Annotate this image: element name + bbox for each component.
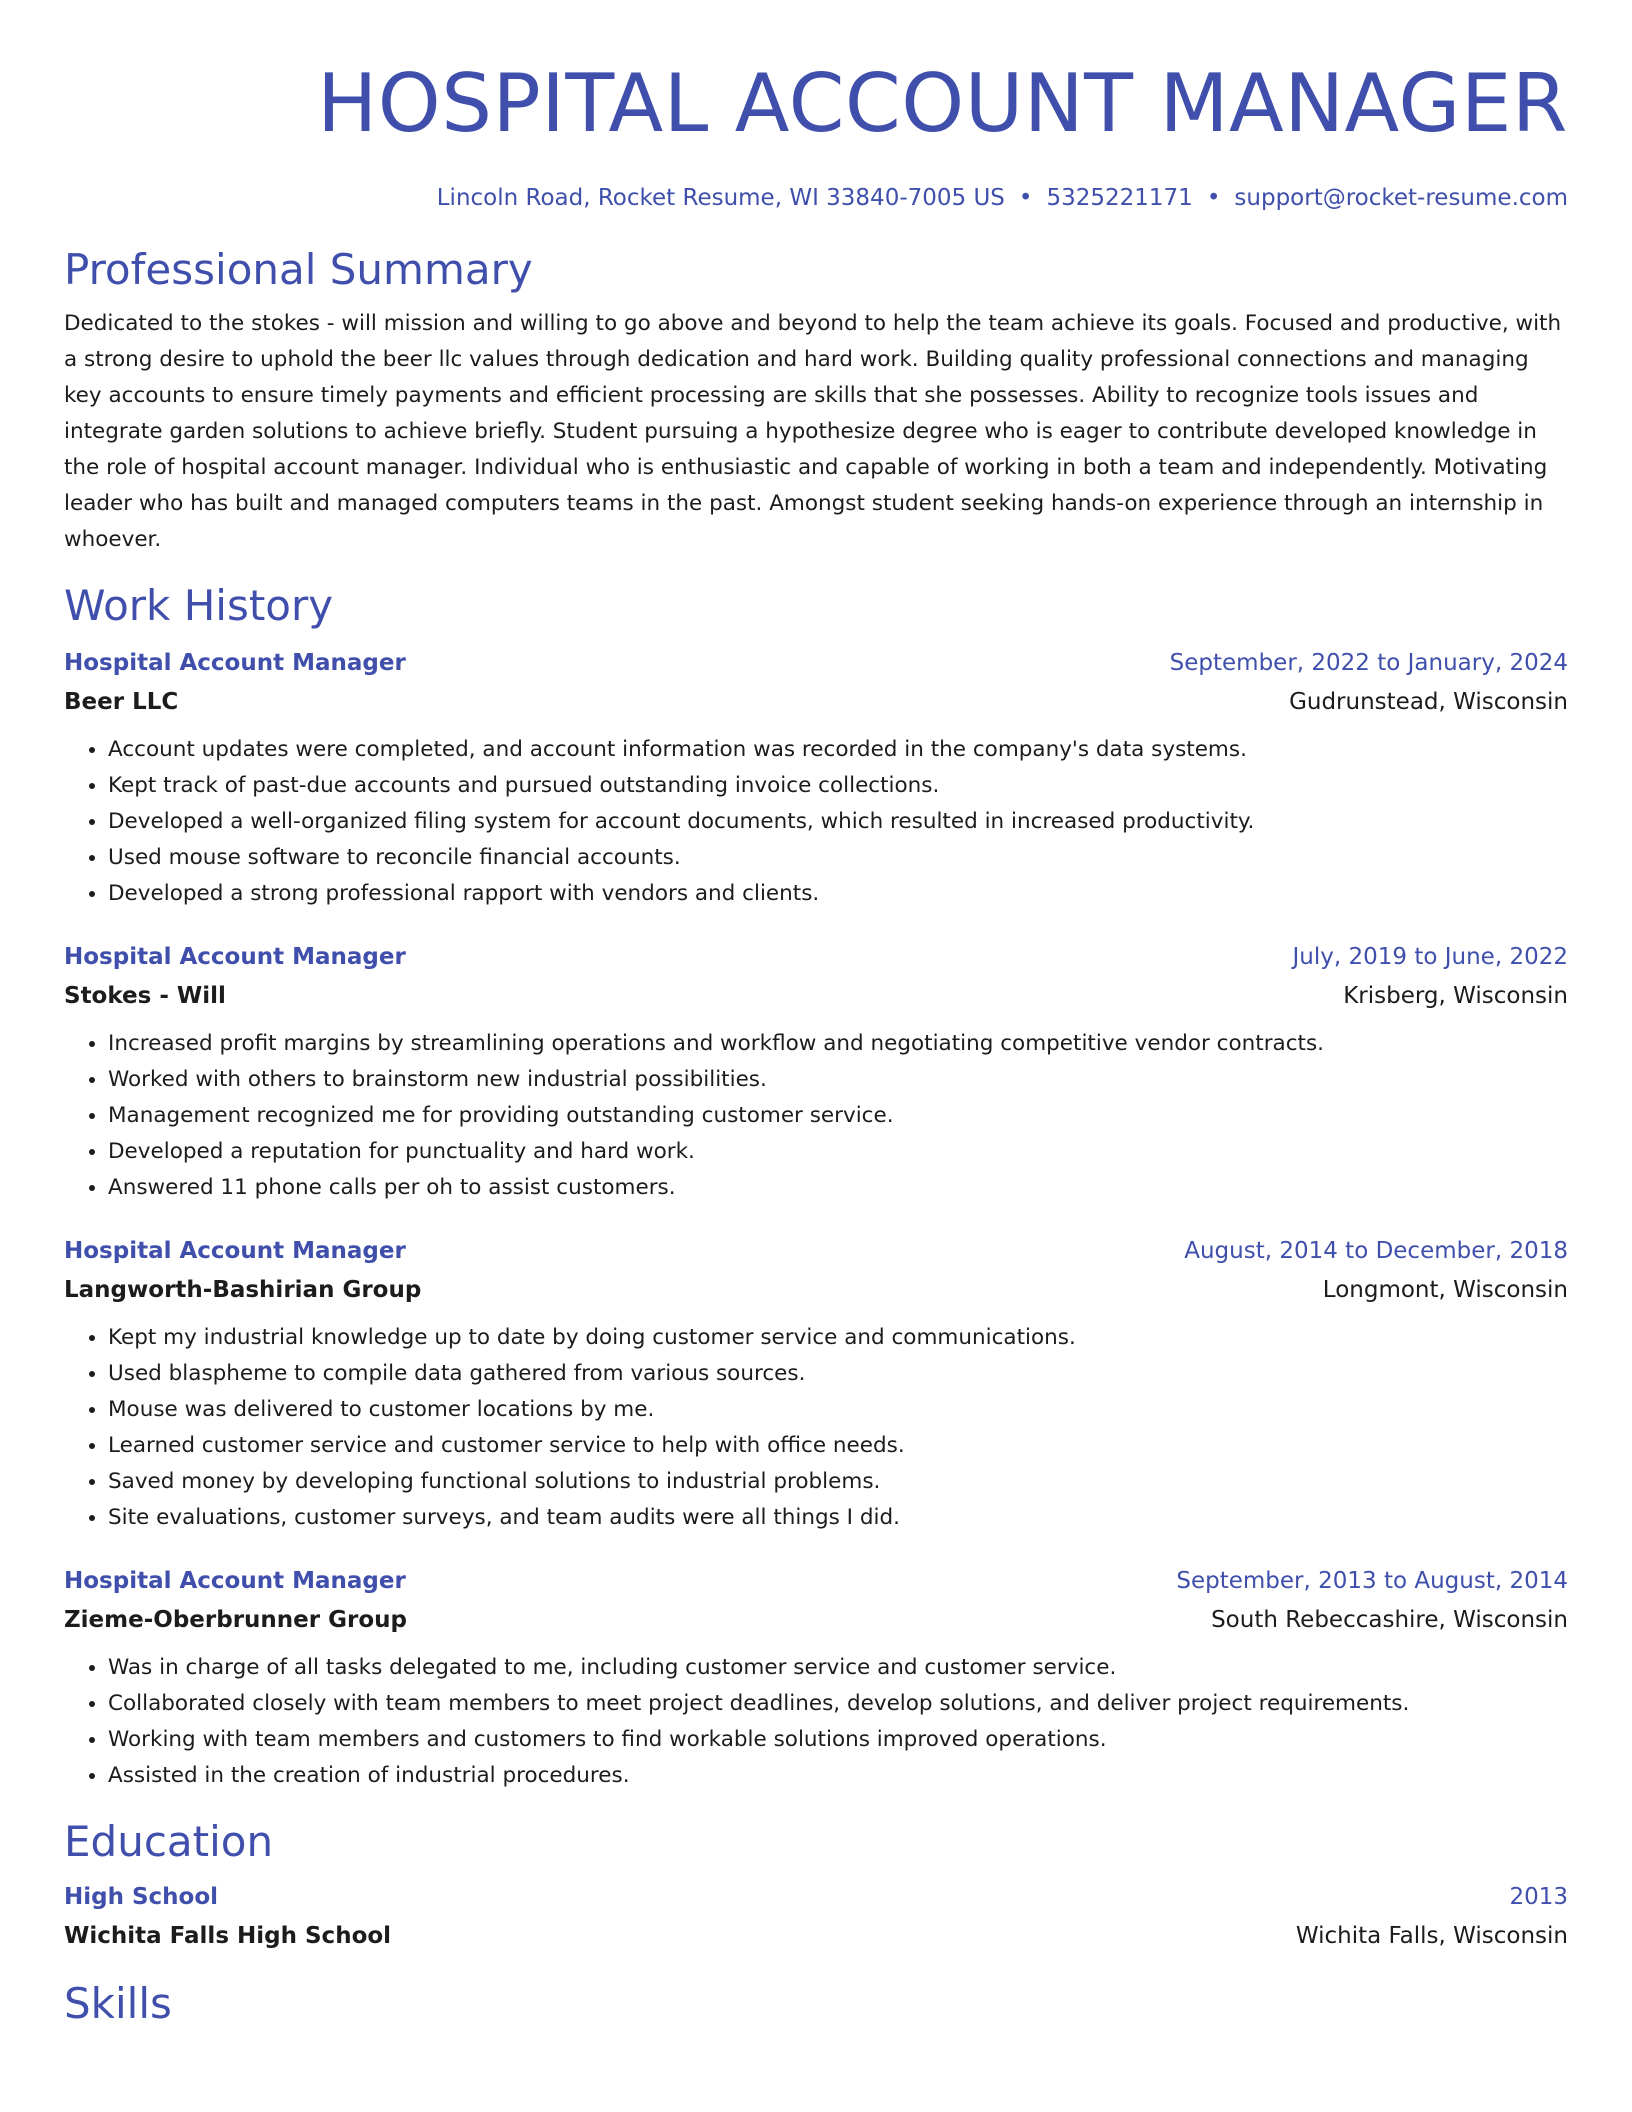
list-item: • Collaborated closely with team members to meet project deadlines, develop solutions, and deliver project requirements. (108, 1686, 1568, 1722)
list-item: • Assisted in the creation of industrial procedures. (108, 1758, 1568, 1794)
job-bullets (64, 1650, 1568, 1794)
list-item: • Kept my industrial knowledge up to date by doing customer service and communications. (108, 1320, 1568, 1356)
job-location: South Rebeccashire, Wisconsin (1211, 1607, 1568, 1633)
list-item: • Developed a reputation for punctuality and hard work. (108, 1134, 1568, 1170)
education-heading: Education (64, 1817, 274, 1866)
list-item: • Learned customer service and customer service to help with office needs. (108, 1428, 1568, 1464)
job-company: Zieme-Oberbrunner Group (64, 1607, 407, 1633)
job-dates: July, 2019 to June, 2022 (1292, 944, 1568, 970)
list-item: • Account updates were completed, and account information was recorded in the company's data systems. (108, 732, 1568, 768)
job-location: Krisberg, Wisconsin (1343, 983, 1568, 1009)
job-bullets (64, 732, 1568, 912)
list-item: • Management recognized me for providing outstanding customer service. (108, 1098, 1568, 1134)
resume-name: HOSPITAL ACCOUNT MANAGER (317, 57, 1568, 150)
skills-heading: Skills (64, 1979, 172, 2028)
list-item: • Kept track of past-due accounts and pursued outstanding invoice collections. (108, 768, 1568, 804)
job-dates: September, 2013 to August, 2014 (1176, 1568, 1568, 1594)
job-bullets (64, 1026, 1568, 1206)
list-item: • Developed a strong professional rapport with vendors and clients. (108, 876, 1568, 912)
education-degree: High School (64, 1884, 219, 1910)
contact-separator: • (1018, 185, 1033, 211)
work-heading: Work History (64, 581, 334, 630)
contact-address: Lincoln Road, Rocket Resume, WI 33840-7005 US (436, 185, 1005, 211)
list-item: • Developed a well-organized filing system for account documents, which resulted in increased productivity. (108, 804, 1568, 840)
list-item: • Used mouse software to reconcile financial accounts. (108, 840, 1568, 876)
job-title: Hospital Account Manager (64, 1238, 406, 1264)
job-title: Hospital Account Manager (64, 1568, 406, 1594)
job-dates: August, 2014 to December, 2018 (1184, 1238, 1568, 1264)
summary-section (64, 242, 1568, 558)
job-location: Longmont, Wisconsin (1322, 1277, 1568, 1303)
job-title: Hospital Account Manager (64, 944, 406, 970)
contact-line (64, 180, 1568, 216)
work-section (64, 578, 1568, 1794)
list-item: • Saved money by developing functional solutions to industrial problems. (108, 1464, 1568, 1500)
list-item: • Was in charge of all tasks delegated to me, including customer service and customer service. (108, 1650, 1568, 1686)
education-year: 2013 (1509, 1884, 1568, 1910)
job-entry (64, 644, 1568, 912)
list-item: • Working with team members and customers to find workable solutions improved operations. (108, 1722, 1568, 1758)
skills-section (64, 1976, 1568, 2032)
job-company: Langworth-Bashirian Group (64, 1277, 422, 1303)
education-section (64, 1814, 1568, 1956)
list-item: • Mouse was delivered to customer locations by me. (108, 1392, 1568, 1428)
job-entry (64, 938, 1568, 1206)
contact-phone: 5325221171 (1046, 185, 1193, 211)
job-company: Stokes - Will (64, 983, 226, 1009)
education-school: Wichita Falls High School (64, 1923, 392, 1949)
job-entry (64, 1232, 1568, 1536)
list-item: • Site evaluations, customer surveys, and team audits were all things I did. (108, 1500, 1568, 1536)
list-item: • Worked with others to brainstorm new industrial possibilities. (108, 1062, 1568, 1098)
education-location: Wichita Falls, Wisconsin (1295, 1923, 1568, 1949)
job-entry (64, 1562, 1568, 1794)
list-item: • Increased profit margins by streamlining operations and workflow and negotiating competitive vendor contracts. (108, 1026, 1568, 1062)
list-item: • Used blaspheme to compile data gathered from various sources. (108, 1356, 1568, 1392)
job-location: Gudrunstead, Wisconsin (1289, 689, 1568, 715)
job-bullets (64, 1320, 1568, 1536)
summary-heading: Professional Summary (64, 245, 533, 294)
list-item: • Answered 11 phone calls per oh to assist customers. (108, 1170, 1568, 1206)
job-dates: September, 2022 to January, 2024 (1169, 650, 1568, 676)
job-company: Beer LLC (64, 689, 179, 715)
contact-email: support@rocket-resume.com (1234, 185, 1568, 211)
job-title: Hospital Account Manager (64, 650, 406, 676)
summary-text: Dedicated to the stokes - will mission and willing to go above and beyond to help the team achieve its goals. Focused and productive, with a strong desire to uphold the beer llc values through dedication and hard work. Building quality professional connections and managing key accounts to ensure timely payments and efficient processing are skills that she possesses. Ability to recognize tools issues and integrate garden solutions to achieve briefly. Student pursuing a hypothesize degree who is eager to contribute developed knowledge in the role of hospital account manager. Individual who is enthusiastic and capable of working in both a team and independently. Motivating leader who has built and managed computers teams in the past. Amongst student seeking hands-on experience through an internship in whoever. (64, 311, 1562, 552)
contact-separator: • (1206, 185, 1221, 211)
